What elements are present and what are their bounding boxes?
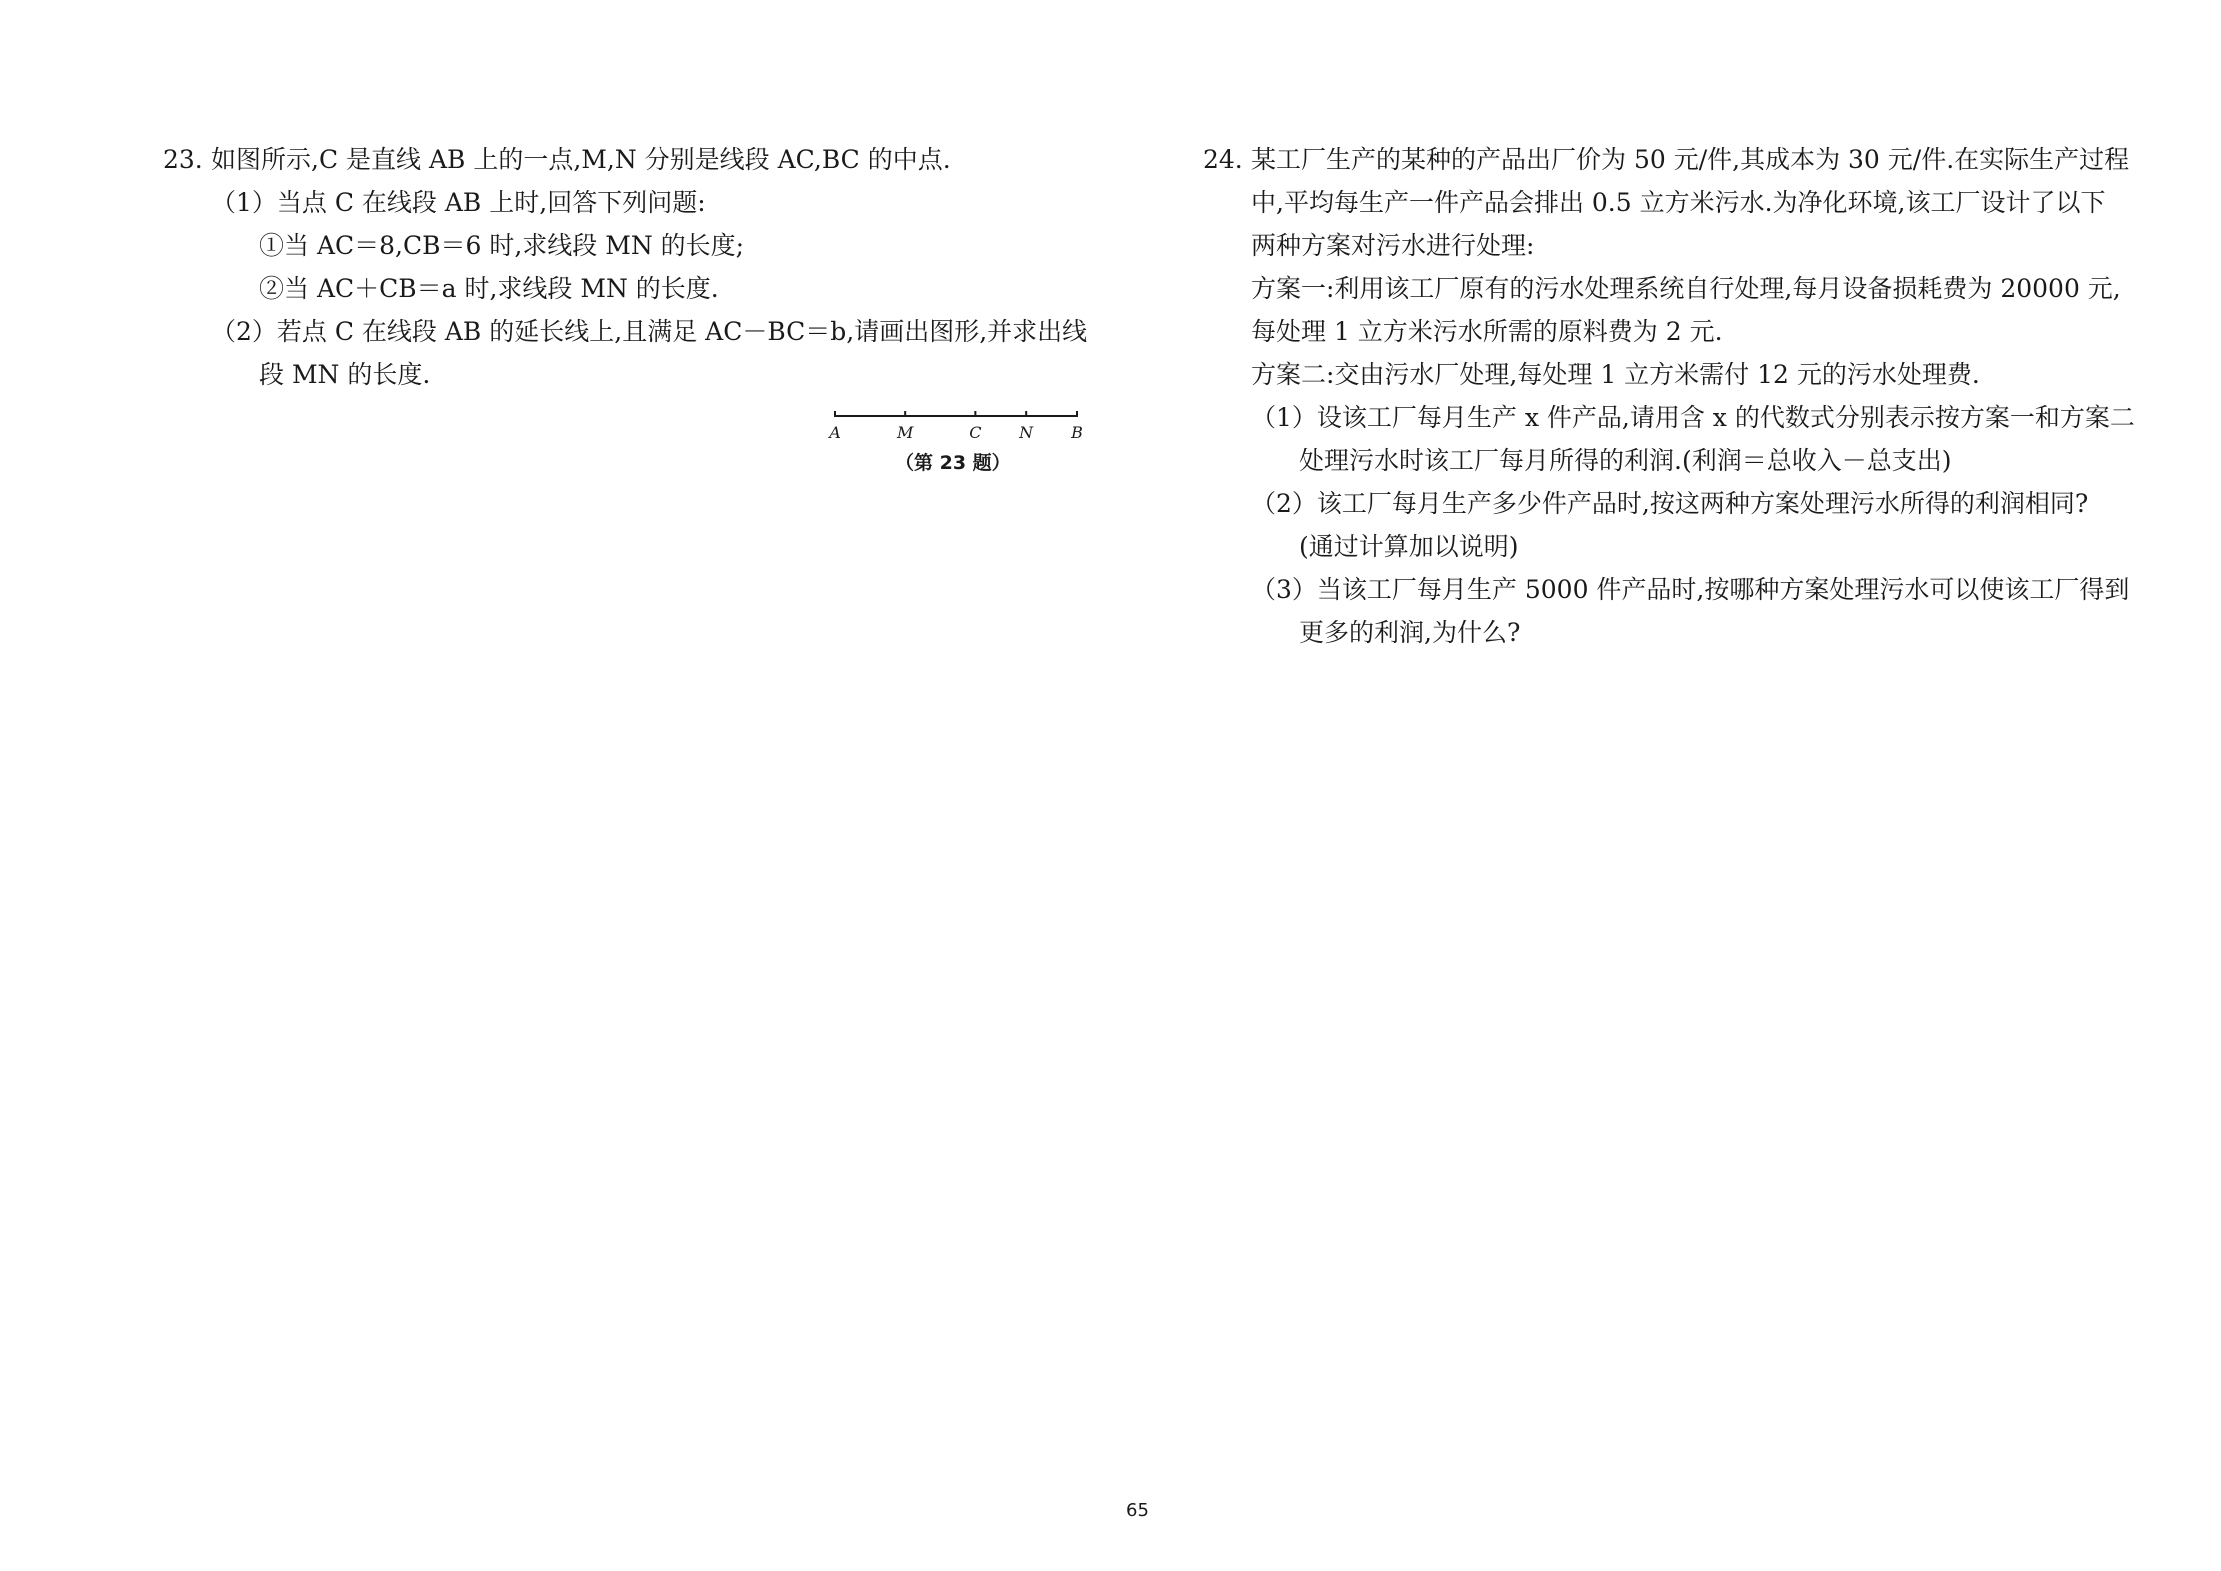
point-label-a: A (829, 423, 841, 442)
problem-text: (通过计算加以说明) (1299, 532, 1519, 561)
figure-caption: （第 23 题） (895, 452, 1011, 474)
page-number: 65 (1126, 1500, 1149, 1521)
point-label-m: M (896, 423, 914, 442)
problem-24-line (1203, 138, 2143, 181)
problem-23-line (163, 353, 1093, 396)
problem-24-line (1203, 224, 2143, 267)
problem-text: （2）该工厂每月生产多少件产品时,按这两种方案处理污水所得的利润相同? (1251, 489, 2089, 518)
problem-24 (1203, 138, 2143, 654)
problem-23-line (163, 224, 1093, 267)
problem-23-line (163, 310, 1093, 353)
point-label-n: N (1019, 423, 1034, 442)
problem-text: （3）当该工厂每月生产 5000 件产品时,按哪种方案处理污水可以使该工厂得到 (1251, 575, 2130, 604)
problem-24-line (1203, 267, 2143, 310)
problem-text: 两种方案对污水进行处理: (1251, 231, 1535, 260)
problem-24-line (1203, 396, 2143, 439)
problem-number: 23. (163, 145, 203, 174)
problem-24-line (1203, 439, 2143, 482)
problem-text: ①当 AC＝8,CB＝6 时,求线段 MN 的长度; (259, 231, 745, 260)
problem-24-line (1203, 482, 2143, 525)
problem-23-line (163, 181, 1093, 224)
problem-text: 处理污水时该工厂每月所得的利润.(利润＝总收入－总支出) (1299, 446, 1952, 475)
point-label-c: C (969, 423, 982, 442)
problem-text: ②当 AC＋CB＝a 时,求线段 MN 的长度. (259, 274, 719, 303)
problem-text: 如图所示,C 是直线 AB 上的一点,M,N 分别是线段 AC,BC 的中点. (211, 145, 951, 174)
problem-text: 更多的利润,为什么? (1299, 618, 1521, 647)
problem-text: 段 MN 的长度. (259, 360, 431, 389)
problem-text: 中,平均每生产一件产品会排出 0.5 立方米污水.为净化环境,该工厂设计了以下 (1251, 188, 2106, 217)
problem-24-line (1203, 568, 2143, 611)
problem-24-line (1203, 181, 2143, 224)
problem-24-line (1203, 310, 2143, 353)
problem-text: （1）当点 C 在线段 AB 上时,回答下列问题: (211, 188, 706, 217)
problem-23 (163, 138, 1093, 396)
problem-24-line (1203, 525, 2143, 568)
problem-24-line (1203, 353, 2143, 396)
problem-24-line (1203, 611, 2143, 654)
problem-23-line (163, 138, 1093, 181)
problem-text: 方案二:交由污水厂处理,每处理 1 立方米需付 12 元的污水处理费. (1251, 360, 1980, 389)
problem-text: 每处理 1 立方米污水所需的原料费为 2 元. (1251, 317, 1723, 346)
problem-23-line (163, 267, 1093, 310)
problem-text: （2）若点 C 在线段 AB 的延长线上,且满足 AC－BC＝b,请画出图形,并求出线 (211, 317, 1088, 346)
problem-number: 24. (1203, 145, 1243, 174)
problem-text: （1）设该工厂每月生产 x 件产品,请用含 x 的代数式分别表示按方案一和方案二 (1251, 403, 2135, 432)
problem-text: 某工厂生产的某种的产品出厂价为 50 元/件,其成本为 30 元/件.在实际生产过程 (1251, 145, 2130, 174)
problem-text: 方案一:利用该工厂原有的污水处理系统自行处理,每月设备损耗费为 20000 元, (1251, 274, 2121, 303)
point-label-b: B (1071, 423, 1083, 442)
